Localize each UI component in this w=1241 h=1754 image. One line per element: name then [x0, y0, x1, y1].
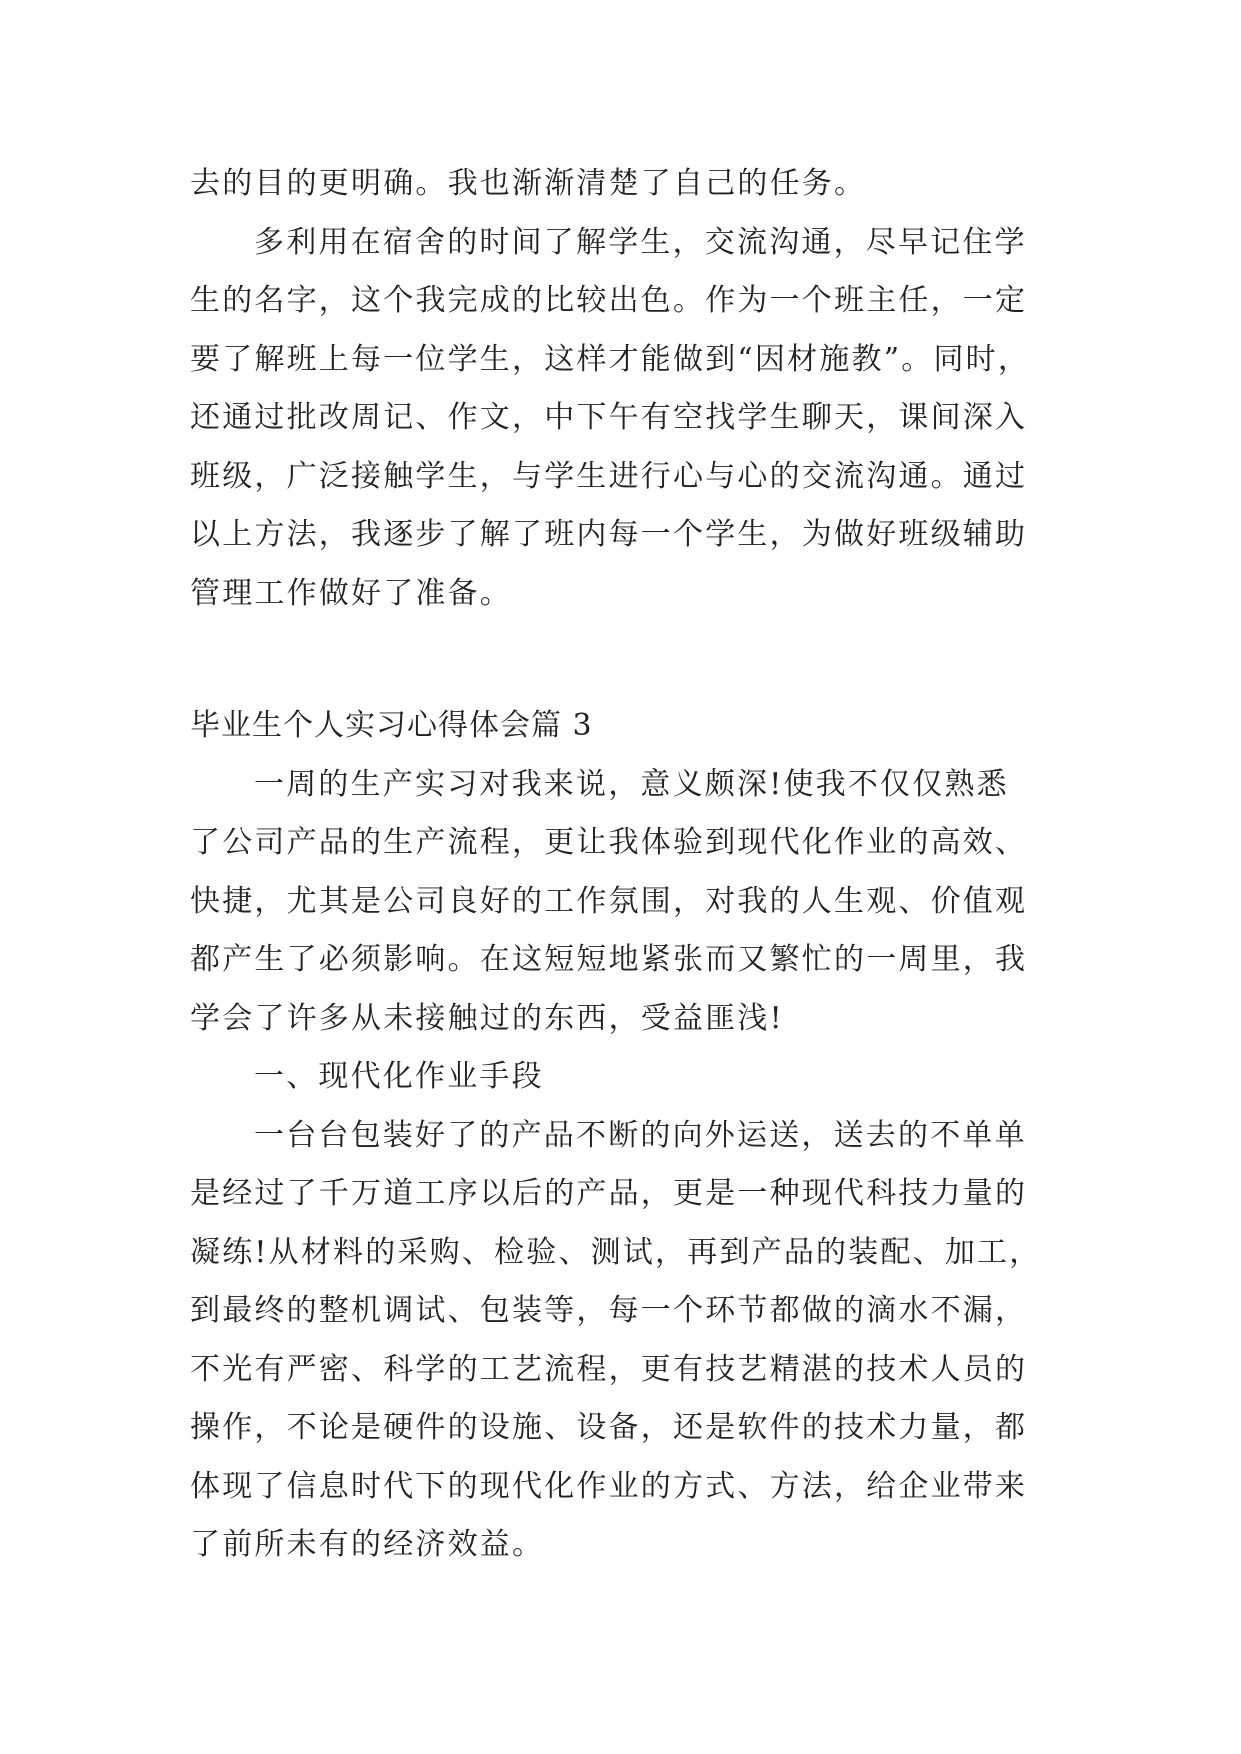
text-line: 都产生了必须影响。在这短短地紧张而又繁忙的一周里，我	[190, 942, 1028, 977]
paragraph-intro	[190, 756, 1060, 1049]
section-spacer	[190, 623, 1060, 697]
paragraph-dorm	[190, 214, 1060, 624]
text-line: 去的目的更明确。我也渐渐清楚了自己的任务。	[190, 166, 867, 201]
text-line: 到最终的整机调试、包装等，每一个环节都做的滴水不漏，	[190, 1293, 1028, 1328]
paragraph-modern	[190, 1107, 1060, 1575]
text-line: 管理工作做好了准备。	[190, 575, 512, 611]
text-line: 了公司产品的生产流程，更让我体验到现代化作业的高效、	[190, 825, 1028, 860]
text-line: 生的名字，这个我完成的比较出色。作为一个班主任，一定	[190, 283, 1028, 318]
paragraph-top	[190, 155, 1060, 214]
text-line: 快捷，尤其是公司良好的工作氛围，对我的人生观、价值观	[190, 883, 1028, 919]
text-line: 不光有严密、科学的工艺流程，更有技艺精湛的技术人员的	[190, 1351, 1028, 1387]
text-line: 是经过了千万道工序以后的产品，更是一种现代科技力量的	[190, 1176, 1028, 1211]
subheading: 一、现代化作业手段	[254, 1059, 544, 1094]
text-line: 还通过批改周记、作文，中下午有空找学生聊天，课间深入	[190, 400, 1028, 435]
text-line: 以上方法，我逐步了解了班内每一个学生，为做好班级辅助	[190, 517, 1028, 552]
section-title: 毕业生个人实习心得体会篇 3	[190, 708, 593, 743]
text-line: 体现了信息时代下的现代化作业的方式、方法，给企业带来	[190, 1468, 1028, 1504]
text-line: 一台台包装好了的产品不断的向外运送，送去的不单单	[254, 1117, 1027, 1153]
text-line: 要了解班上每一位学生，这样才能做到“因材施教”。同时，	[190, 341, 1031, 377]
text-line: 多利用在宿舍的时间了解学生，交流沟通，尽早记住学	[254, 224, 1027, 260]
text-line: 班级，广泛接触学生，与学生进行心与心的交流沟通。通过	[190, 458, 1028, 494]
text-line: 凝练!从材料的采购、检验、测试，再到产品的装配、加工，	[190, 1234, 1042, 1270]
text-line: 学会了许多从未接触过的东西，受益匪浅!	[190, 1000, 784, 1036]
document-body	[190, 155, 1060, 1575]
text-line: 操作，不论是硬件的设施、设备，还是软件的技术力量，都	[190, 1410, 1028, 1445]
text-line: 一周的生产实习对我来说，意义颇深!使我不仅仅熟悉	[254, 766, 1009, 802]
text-line: 了前所未有的经济效益。	[190, 1527, 545, 1562]
